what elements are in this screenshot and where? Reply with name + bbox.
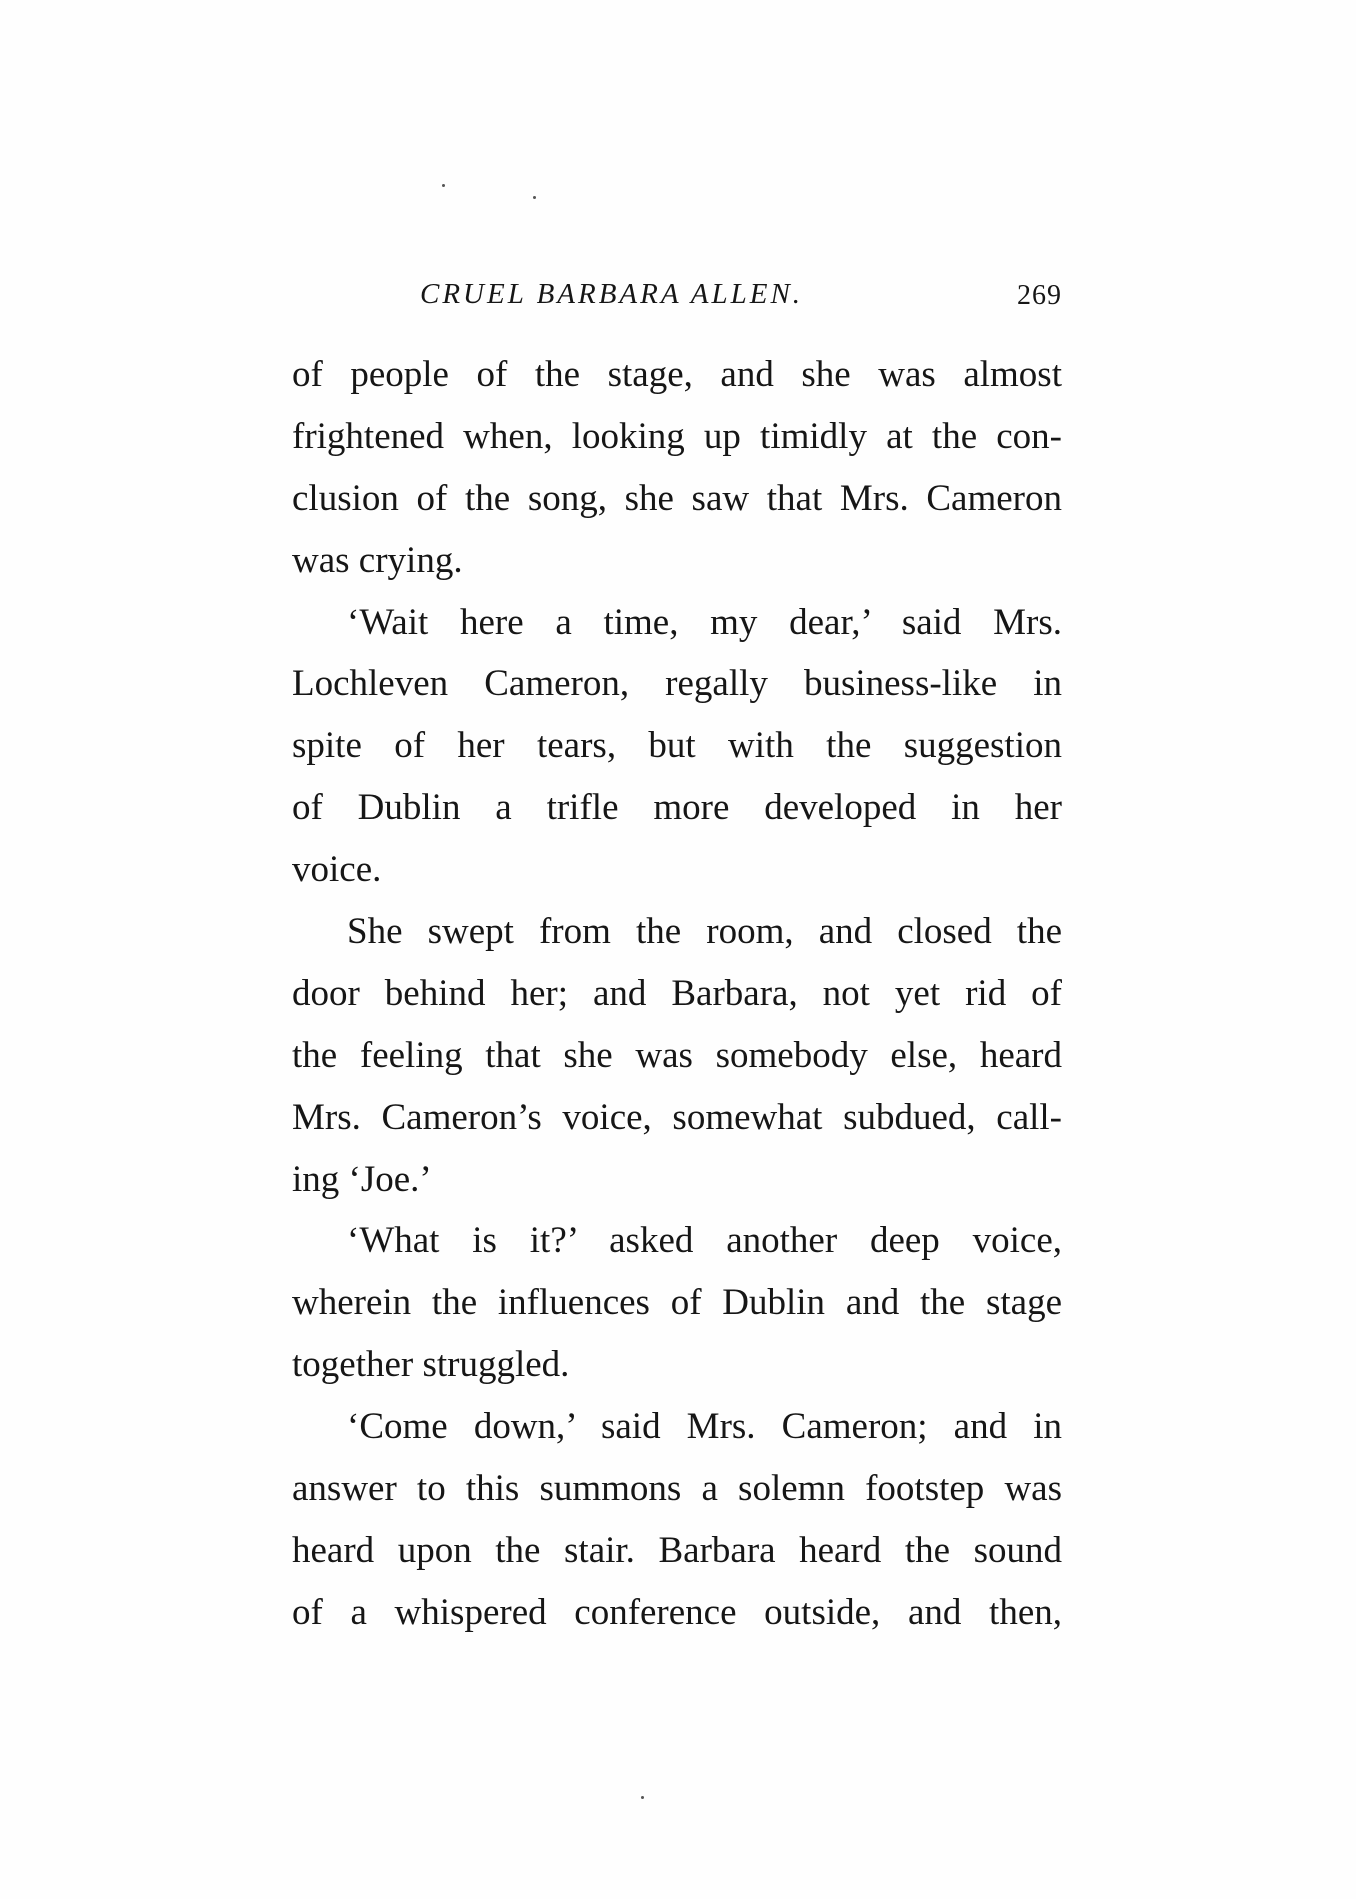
text-line: frightened when, looking up timidly at the con- bbox=[292, 415, 1062, 457]
text-line: wherein the influences of Dublin and the stage bbox=[292, 1282, 1062, 1324]
body-text bbox=[292, 344, 1062, 1644]
paper-speck bbox=[442, 184, 445, 187]
text-line: Lochleven Cameron, regally business-like in bbox=[292, 663, 1062, 705]
text-line: of Dublin a trifle more developed in her bbox=[292, 787, 1062, 829]
text-line: ‘Come down,’ said Mrs. Cameron; and in bbox=[347, 1406, 1062, 1448]
text-line: ing ‘Joe.’ bbox=[292, 1158, 432, 1200]
text-line: clusion of the song, she saw that Mrs. Cameron bbox=[292, 477, 1062, 519]
text-line: Mrs. Cameron’s voice, somewhat subdued, call- bbox=[292, 1096, 1062, 1138]
page-number: 269 bbox=[1017, 280, 1062, 311]
text-line: together struggled. bbox=[292, 1344, 570, 1386]
text-line: was crying. bbox=[292, 539, 463, 581]
paper-speck bbox=[641, 1796, 644, 1799]
text-line: ‘What is it?’ asked another deep voice, bbox=[347, 1220, 1062, 1262]
paper-speck bbox=[533, 196, 536, 199]
text-line: answer to this summons a solemn footstep was bbox=[292, 1468, 1062, 1510]
running-head bbox=[292, 270, 1062, 314]
running-title: CRUEL BARBARA ALLEN. bbox=[420, 278, 804, 310]
text-line: door behind her; and Barbara, not yet rid of bbox=[292, 972, 1062, 1014]
text-line: voice. bbox=[292, 849, 382, 891]
text-line: ‘Wait here a time, my dear,’ said Mrs. bbox=[347, 601, 1062, 643]
text-line: She swept from the room, and closed the bbox=[347, 911, 1062, 953]
text-line: of people of the stage, and she was almost bbox=[292, 354, 1062, 395]
text-line: heard upon the stair. Barbara heard the sound bbox=[292, 1529, 1062, 1571]
text-line: the feeling that she was somebody else, heard bbox=[292, 1034, 1062, 1076]
text-line: of a whispered conference outside, and then, bbox=[292, 1591, 1062, 1633]
text-line: spite of her tears, but with the suggestion bbox=[292, 725, 1062, 767]
